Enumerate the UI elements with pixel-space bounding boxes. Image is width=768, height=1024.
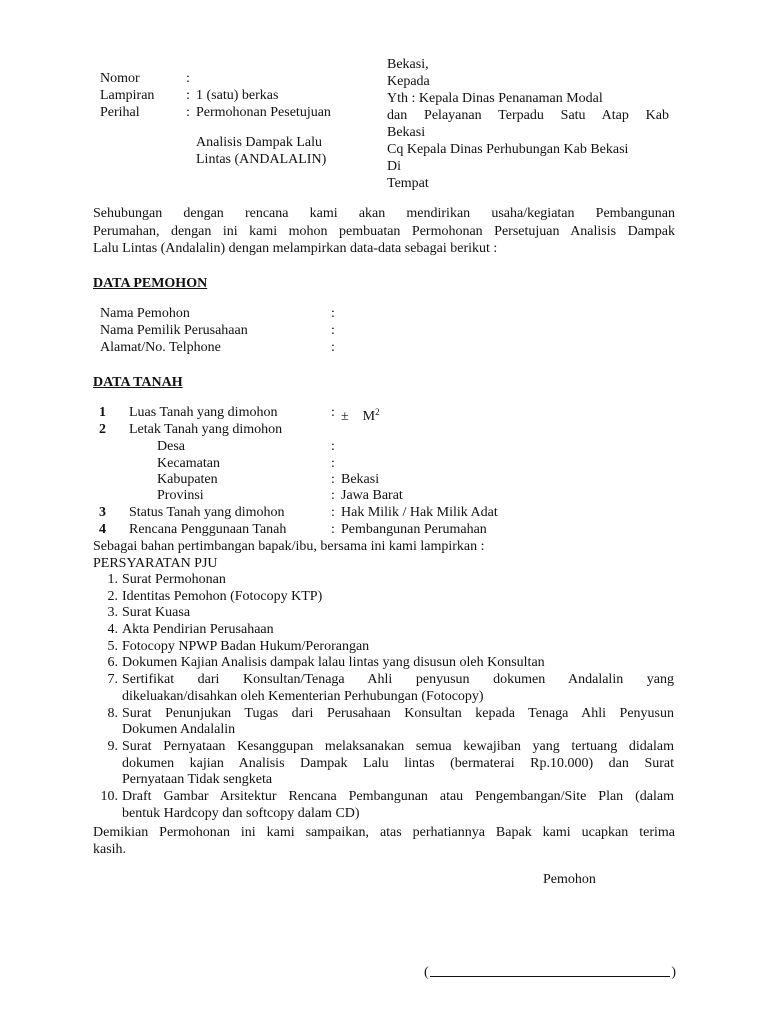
recipient-line: Bekasi — [387, 125, 426, 140]
alamat-field: Alamat/No. Telphone : — [100, 340, 335, 355]
recipient-line: dan Pelayanan Terpadu Satu Atap Kab — [387, 108, 669, 123]
recipient-block — [387, 56, 669, 192]
perihal-colon: : — [186, 105, 190, 120]
recipient-line: Cq Kepala Dinas Perhubungan Kab Bekasi — [387, 142, 629, 157]
nomor-colon: : — [186, 71, 190, 86]
closing-paragraph: Demikian Permohonan ini kami sampaikan, atas perhatiannya Bapak kami ucapkan terima kasih. — [93, 825, 675, 857]
luas-tanah-value: ± $M^2$ — [341, 407, 380, 424]
persyaratan-heading: PERSYARATAN PJU — [93, 556, 218, 571]
list-item: 6. Dokumen Kajian Analisis dampak lalau lintas yang disusun oleh Konsultan — [107, 655, 545, 671]
intro-paragraph: Sehubungan dengan rencana kami akan mendirikan usaha/kegiatan Pembangunan Perumahan, dengan ini kami mohon pembuatan Permohonan Persetujuan Analisis Dampak Lalu Lintas (Andalalin) dengan melampirkan data-data sebagai berikut : — [93, 206, 675, 256]
list-item: 8. Surat Penunjukan Tugas dari Perusahaan Konsultan kepada Tenaga Ahli Penyusun Dokumen Andalalin — [107, 705, 674, 738]
perihal-cont-2: Lintas (ANDALALIN) — [196, 152, 327, 167]
kecamatan-row: Kecamatan : — [157, 456, 335, 471]
recipient-line: Yth : Kepala Dinas Penanaman Modal — [387, 91, 603, 106]
status-tanah-row: 3 Status Tanah yang dimohon : Hak Milik / Hak Milik Adat — [99, 505, 498, 520]
kabupaten-row: Kabupaten : Bekasi — [157, 472, 380, 487]
list-item: 9. Surat Pernyataan Kesanggupan melaksanakan semua kewajiban yang tertuang didalam dokumen kajian Analisis Dampak Lalu lintas (bermaterai Rp.10.000) dan Surat Pernyataan Tidak sengketa — [107, 738, 674, 788]
recipient-line: Tempat — [387, 176, 429, 191]
lampiran-intro: Sebagai bahan pertimbangan bapak/ibu, bersama ini kami lampirkan : — [93, 539, 485, 554]
luas-tanah-row: 1 Luas Tanah yang dimohon : ± $M^2$ — [99, 405, 380, 424]
list-item: 10. Draft Gambar Arsitektur Rencana Pembangunan atau Pengembangan/Site Plan (dalam bentuk Hardcopy dan softcopy dalam CD) — [100, 788, 674, 821]
nomor-label: Nomor — [100, 71, 140, 86]
lampiran-row — [100, 87, 370, 104]
desa-row: Desa : — [157, 439, 335, 454]
list-item: 3. Surat Kuasa — [107, 605, 191, 621]
letter-header-fields — [100, 70, 370, 168]
nama-pemohon-field: Nama Pemohon : — [100, 306, 335, 321]
recipient-line: Di — [387, 159, 401, 174]
nama-pemilik-field: Nama Pemilik Perusahaan : — [100, 323, 335, 338]
nomor-row — [100, 70, 370, 87]
list-item: 2. Identitas Pemohon (Fotocopy KTP) — [107, 588, 323, 604]
data-pemohon-heading: DATA PEMOHON — [93, 276, 208, 291]
lampiran-value: 1 (satu) berkas — [196, 88, 279, 103]
perihal-row — [100, 104, 370, 121]
recipient-kepada: Kepada — [387, 74, 430, 89]
place-date: Bekasi, — [387, 57, 429, 72]
perihal-label: Perihal — [100, 105, 140, 120]
perihal-cont-1: Analisis Dampak Lalu — [196, 135, 322, 150]
letak-tanah-row: 2 Letak Tanah yang dimohon — [99, 422, 283, 437]
signature-line: ( ) — [424, 965, 676, 980]
perihal-value: Permohonan Pesetujuan — [196, 105, 331, 120]
persyaratan-list — [96, 572, 674, 822]
lampiran-label: Lampiran — [100, 88, 155, 103]
signature-role: Pemohon — [543, 872, 596, 887]
data-tanah-heading: DATA TANAH — [93, 375, 183, 390]
list-item: 4. Akta Pendirian Perusahaan — [107, 622, 274, 638]
lampiran-colon: : — [186, 88, 190, 103]
rencana-penggunaan-row: 4 Rencana Penggunaan Tanah : Pembangunan Perumahan — [99, 522, 487, 537]
list-item: 5. Fotocopy NPWP Badan Hukum/Perorangan — [107, 638, 370, 654]
provinsi-row: Provinsi : Jawa Barat — [157, 488, 403, 503]
list-item: 7. Sertifikat dari Konsultan/Tenaga Ahli penyusun dokumen Andalalin yang dikeluakan/disahkan oleh Kementerian Perhubungan (Fotocopy) — [107, 672, 674, 704]
list-item: 1. Surat Permohonan — [107, 572, 226, 587]
